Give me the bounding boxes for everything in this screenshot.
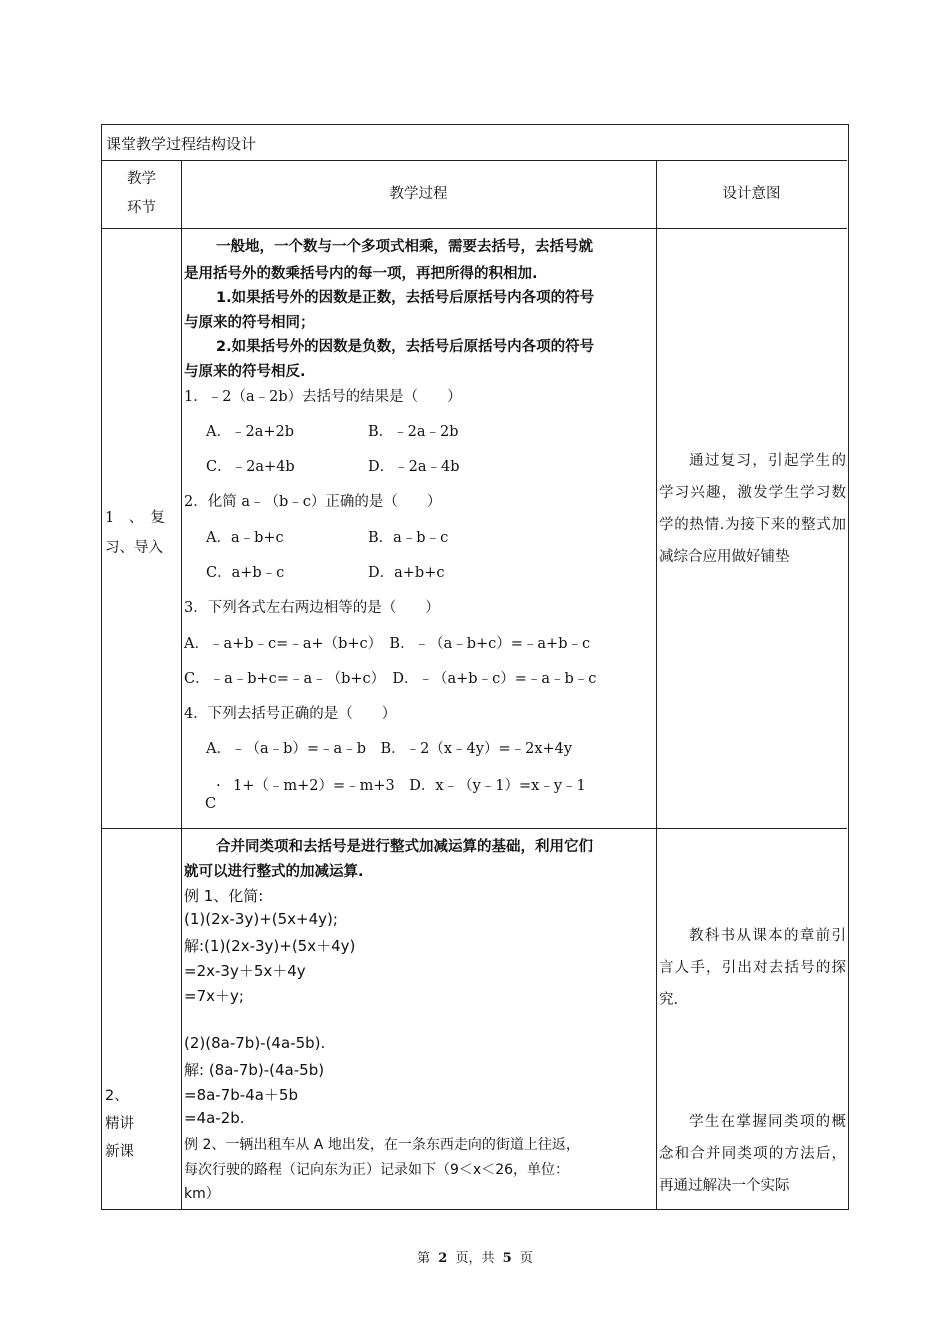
question1: 1．﹣2（a﹣2b）去括号的结果是（ ） (184, 389, 462, 405)
table-title: 课堂教学过程结构设计 (106, 135, 257, 153)
header-process: 教学过程 (389, 186, 448, 202)
question2: 2．化简 a﹣（b﹣c）正确的是（ ） (184, 494, 442, 510)
column-divider (181, 161, 182, 1209)
example1-step4: 解: (8a-7b)-(4a-5b) (184, 1061, 325, 1079)
intro-line2: 是用括号外的数乘括号内的每一项，再把所得的积相加. (184, 266, 538, 282)
section1-label-line2: 习、导入 (105, 540, 163, 556)
rule1-line1: 1.如果括号外的因数是正数，去括号后原括号内各项的符号 (216, 290, 595, 306)
column-divider (656, 161, 657, 1209)
header-intent: 设计意图 (722, 186, 781, 202)
section1-label-line1: 1 、 复 (105, 510, 165, 526)
q2-option-d: D．a+b+c (368, 565, 445, 581)
example1-title: 例 1、化简: (184, 887, 264, 905)
q1-option-b: B．﹣2a﹣2b (368, 424, 459, 440)
q1-option-c: C．﹣2a+4b (206, 459, 295, 475)
lesson-table (101, 124, 849, 1210)
example2-line3: km） (184, 1186, 220, 1202)
section2-label-line3: 新课 (105, 1144, 134, 1160)
q3-options-ab: A．﹣a+b﹣c=﹣a+（b+c） B．﹣（a﹣b+c）=﹣a+b﹣c (184, 636, 591, 652)
q4-option-c-label: C (205, 796, 217, 812)
section2-label-line1: 2、 (105, 1088, 129, 1104)
q4-options-ab: A．﹣（a﹣b）=﹣a﹣b B．﹣2（x﹣4y）=﹣2x+4y (206, 741, 573, 757)
q4-options-cd: 1+（﹣m+2）=﹣m+3 D．x﹣（y﹣1）=x﹣y﹣1 (233, 778, 586, 794)
header-stage-line2: 环节 (127, 200, 156, 216)
row-divider (102, 828, 847, 829)
section2-label (105, 1082, 134, 1166)
section2-label-line2: 精讲 (105, 1116, 134, 1132)
section1-label (105, 503, 179, 563)
example2-line1: 例 2、一辆出租车从 A 地出发，在一条东西走向的街道上往返， (184, 1137, 580, 1153)
s2-intro-line1: 合并同类项和去括号是进行整式加减运算的基础，利用它们 (216, 839, 593, 855)
rule2-line1: 2.如果括号外的因数是负数，去括号后原括号内各项的符号 (216, 339, 595, 355)
section1-intent: 通过复习，引起学生的学习兴趣，激发学生学习数学的热情.为接下来的整式加减综合应用做好铺垫 (659, 453, 846, 565)
question4: 4．下列去括号正确的是（ ） (184, 706, 397, 722)
q4-option-c-dot: . (216, 774, 221, 790)
example1-step3: =7x＋y; (184, 987, 244, 1005)
example1-step1: 解:(1)(2x-3y)+(5x＋4y) (184, 937, 356, 955)
q1-option-a: A．﹣2a+2b (206, 424, 294, 440)
example1-step6: =4a-2b. (184, 1109, 245, 1127)
example1-q2: (2)(8a-7b)-(4a-5b). (184, 1034, 326, 1052)
footer-suffix: 页 (519, 1251, 533, 1266)
example1-step5: =8a-7b-4a＋5b (184, 1086, 298, 1104)
q2-option-a: A．a﹣b+c (206, 530, 284, 546)
example1-step2: =2x-3y＋5x＋4y (184, 962, 306, 980)
q2-option-c: C．a+b﹣c (206, 565, 285, 581)
rule2-line2: 与原来的符号相反. (184, 364, 306, 380)
intro-line1: 一般地，一个数与一个多项式相乘，需要去括号，去括号就 (216, 239, 593, 255)
section2-intent1: 教科书从课本的章前引言人手，引出对去括号的探究. (659, 928, 846, 1008)
example1-q1: (1)(2x-3y)+(5x+4y); (184, 910, 338, 928)
q3-options-cd: C．﹣a﹣b+c=﹣a﹣（b+c） D．﹣（a+b﹣c）=﹣a﹣b﹣c (184, 671, 597, 687)
example2-line2: 每次行驶的路程（记向东为正）记录如下（9＜x＜26，单位： (184, 1162, 570, 1178)
footer-prefix: 第 (417, 1251, 431, 1266)
header-stage-line1: 教学 (127, 171, 156, 187)
header-stage (102, 165, 181, 223)
s2-intro-line2: 就可以进行整式的加减运算. (184, 864, 364, 880)
q1-option-d: D．﹣2a﹣4b (368, 459, 460, 475)
footer-page-number: 2 (438, 1251, 448, 1266)
footer-middle: 页，共 (455, 1251, 495, 1266)
row-divider (102, 228, 847, 229)
section2-intent2: 学生在掌握同类项的概念和合并同类项的方法后，再通过解决一个实际 (659, 1114, 846, 1194)
question3: 3．下列各式左右两边相等的是（ ） (184, 600, 440, 616)
footer-total-pages: 5 (502, 1251, 512, 1266)
q2-option-b: B．a﹣b﹣c (368, 530, 449, 546)
table-title-row (102, 125, 847, 161)
page-footer (0, 1247, 950, 1266)
rule1-line2: 与原来的符号相同； (184, 315, 315, 331)
